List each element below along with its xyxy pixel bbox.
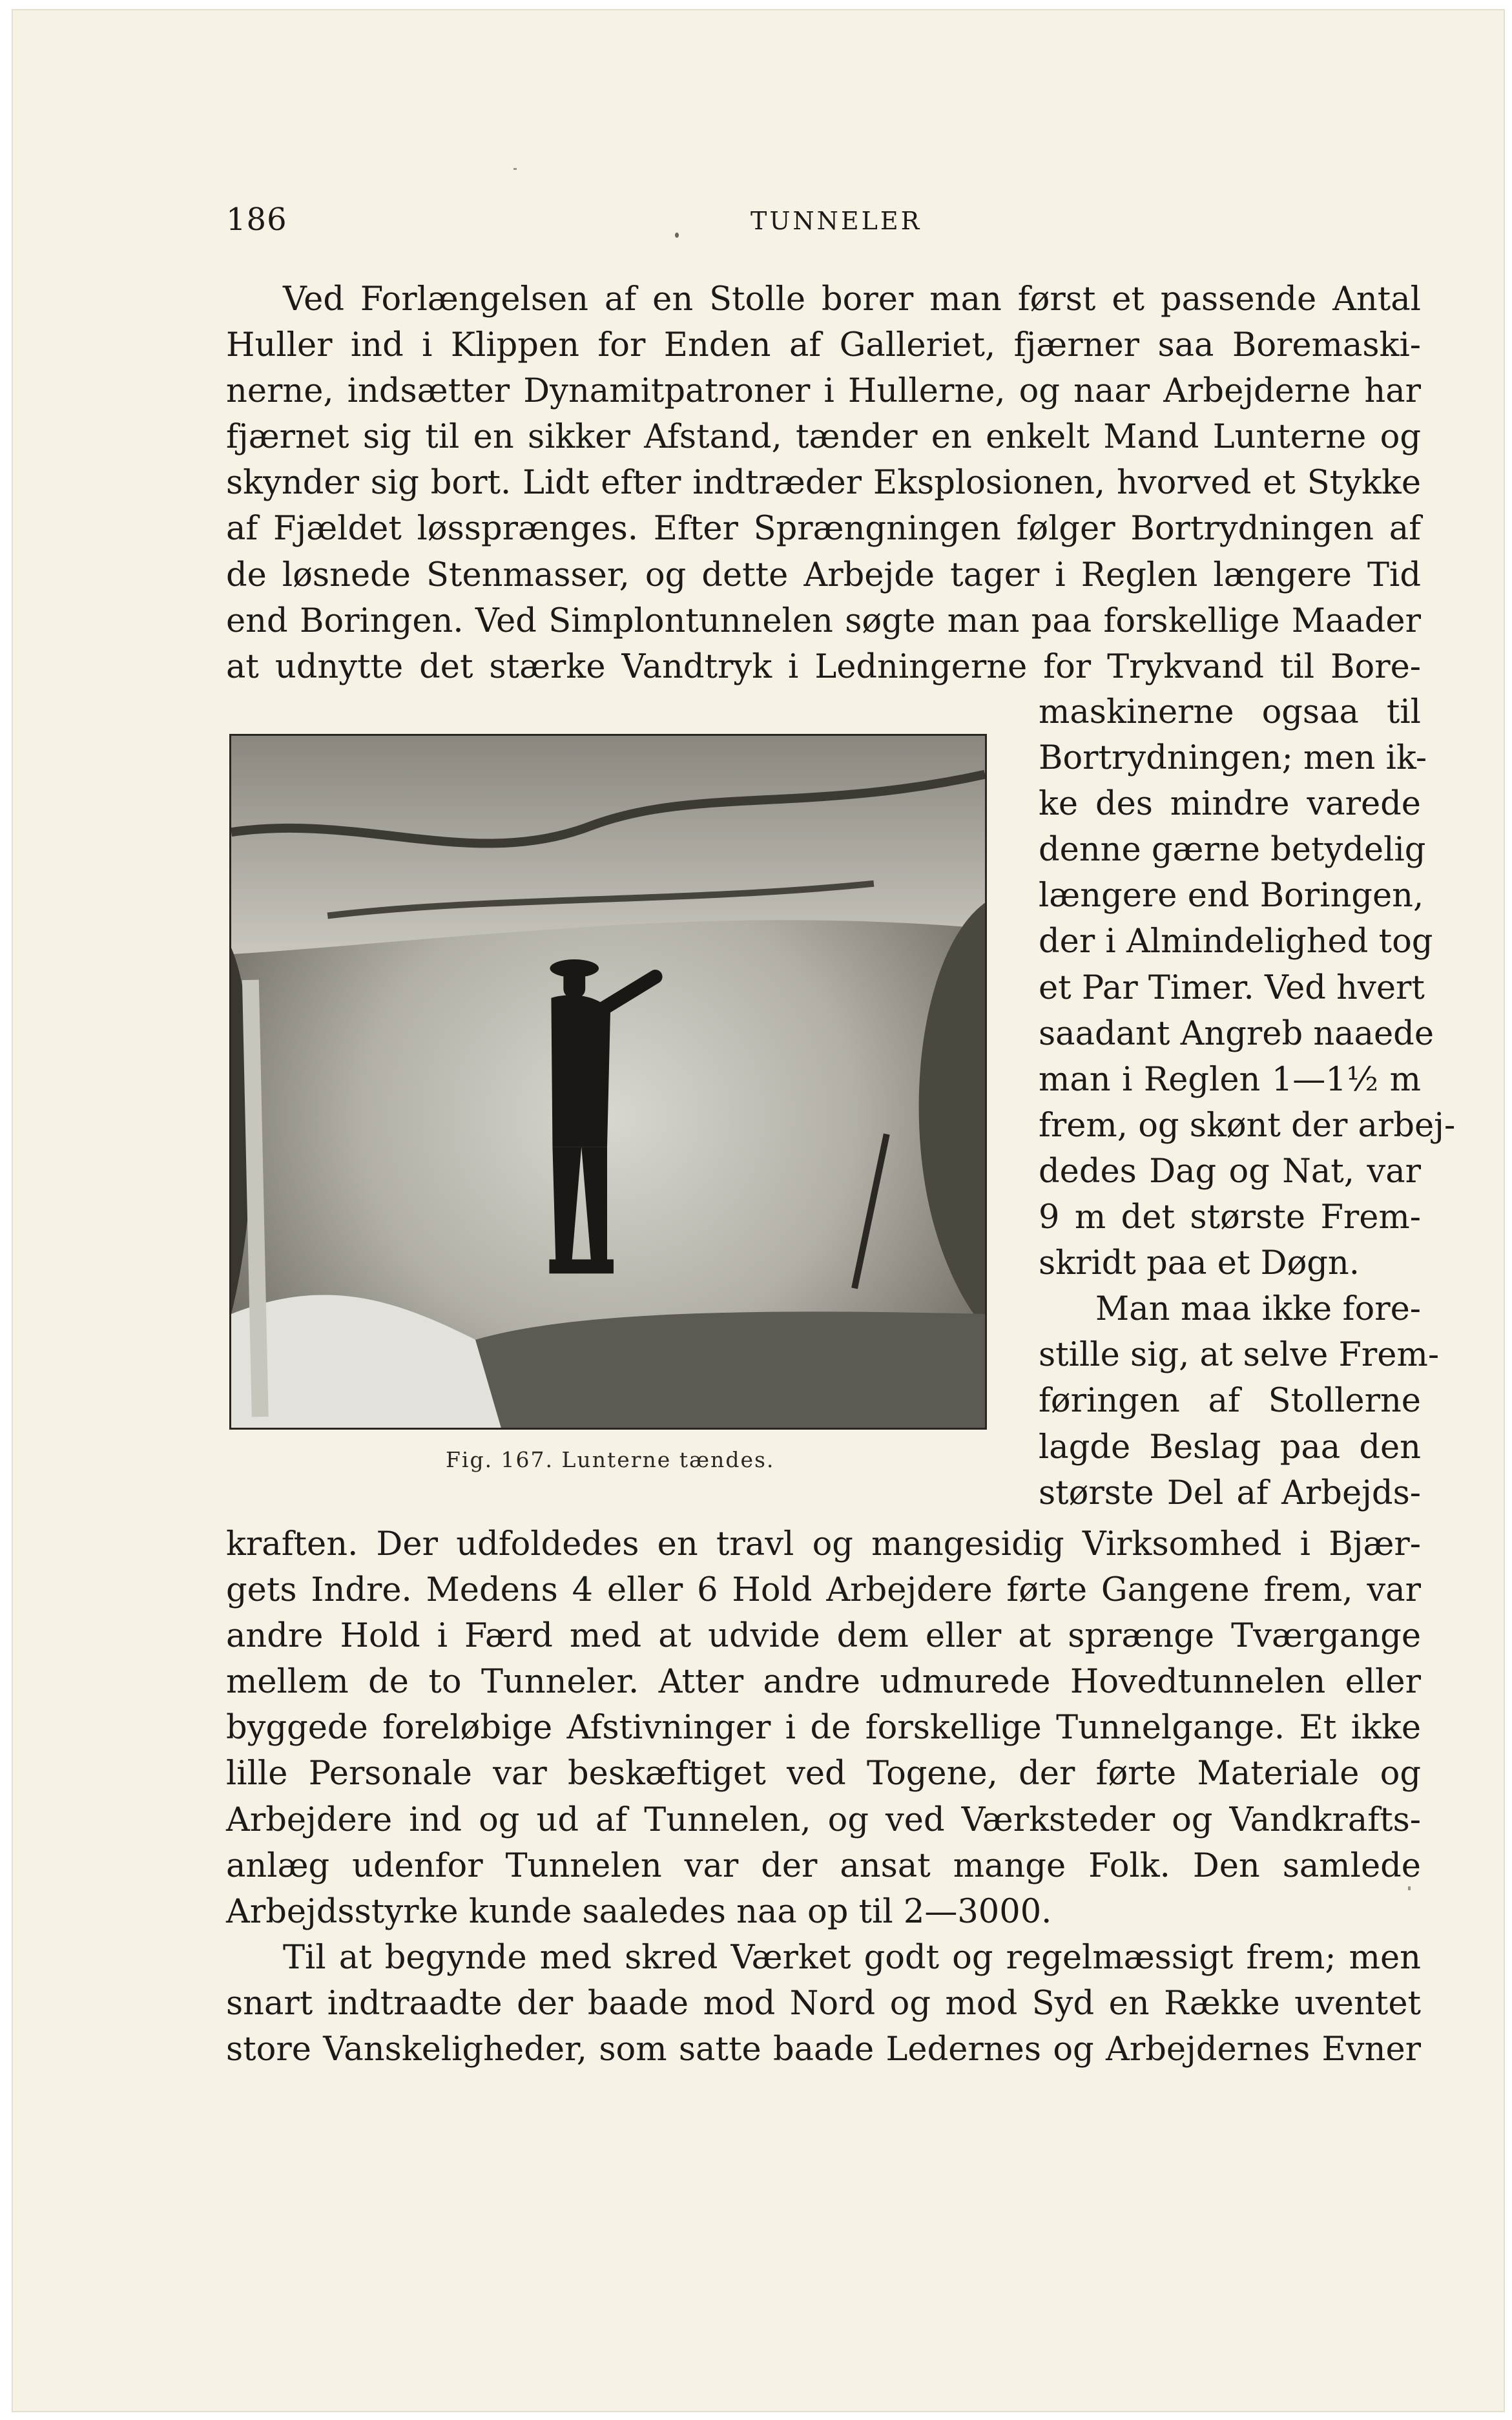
text-line: gets Indre. Medens 4 eller 6 Hold Arbejdere førte Gangene frem, var xyxy=(226,1571,1421,1610)
text-line: de løsnede Stenmasser, og dette Arbejde tager i Reglen længere Tid xyxy=(226,556,1421,594)
text-line: end Boringen. Ved Simplontunnelen søgte man paa forskellige Maader xyxy=(226,601,1421,640)
text-line: største Del af Arbejds- xyxy=(1039,1474,1421,1512)
text-line: længere end Boringen, xyxy=(1039,877,1424,915)
tunnel-illustration xyxy=(231,736,985,1428)
paragraph-1 xyxy=(226,276,1421,690)
text-line: kraften. Der udfoldedes en travl og mangesidig Virksomhed i Bjær- xyxy=(226,1525,1421,1563)
text-line: saadant Angreb naaede xyxy=(1039,1014,1434,1053)
text-line: anlæg udenfor Tunnelen var der ansat mange Folk. Den samlede xyxy=(226,1846,1421,1885)
text-line: der i Almindelighed tog xyxy=(1039,923,1433,961)
page-number: 186 xyxy=(226,202,287,238)
text-line: Til at begynde med skred Værket godt og regelmæssigt frem; men xyxy=(283,1939,1421,1977)
text-line: Man maa ikke fore- xyxy=(1095,1290,1421,1329)
text-line: ke des mindre varede xyxy=(1039,785,1421,824)
text-line: andre Hold i Færd med at udvide dem eller at sprænge Tværgange xyxy=(226,1617,1421,1656)
text-line: maskinerne ogsaa til xyxy=(1039,693,1421,731)
figure-caption: Fig. 167. Lunterne tændes. xyxy=(446,1447,775,1472)
paragraph-3 xyxy=(226,1935,1421,2072)
paragraph-2 xyxy=(226,1521,1421,1935)
tunnel-photograph xyxy=(229,734,987,1430)
text-line: føringen af Stollerne xyxy=(1039,1382,1421,1421)
text-line: 9 m det største Frem- xyxy=(1039,1198,1421,1237)
text-line: mellem de to Tunneler. Atter andre udmurede Hovedtunnelen eller xyxy=(226,1663,1421,1702)
scan-speck xyxy=(1408,1886,1411,1890)
text-line: Arbejdsstyrke kunde saaledes naa op til 2—3000. xyxy=(226,1892,1052,1931)
text-line: stille sig, at selve Frem- xyxy=(1039,1336,1440,1375)
text-line: byggede foreløbige Afstivninger i de forskellige Tunnelgange. Et ikke xyxy=(226,1709,1421,1747)
scan-speck xyxy=(513,168,517,170)
text-line: snart indtraadte der baade mod Nord og mod Syd en Række uventet xyxy=(226,1985,1421,2023)
text-line: dedes Dag og Nat, var xyxy=(1039,1152,1421,1191)
text-line: man i Reglen 1—1½ m xyxy=(1039,1060,1421,1099)
side-column-text xyxy=(1039,689,1456,1516)
text-line: Huller ind i Klippen for Enden af Galleriet, fjærner saa Boremaski- xyxy=(226,326,1421,365)
text-line: lille Personale var beskæftiget ved Togene, der førte Materiale og xyxy=(226,1755,1421,1793)
text-line: store Vanskeligheder, som satte baade Ledernes og Arbejdernes Evner xyxy=(226,2030,1421,2069)
text-line: af Fjældet løssprænges. Efter Sprængningen følger Bortrydningen af xyxy=(226,510,1421,548)
text-line: frem, og skønt der arbej- xyxy=(1039,1106,1456,1145)
text-line: at udnytte det stærke Vandtryk i Ledningerne for Trykvand til Bore- xyxy=(226,647,1421,686)
text-line: Arbejdere ind og ud af Tunnelen, og ved Værksteder og Vandkrafts- xyxy=(226,1800,1421,1839)
text-line: skynder sig bort. Lidt efter indtræder Eksplosionen, hvorved et Stykke xyxy=(226,464,1421,503)
running-title: TUNNELER xyxy=(751,207,922,235)
text-line: denne gærne betydelig xyxy=(1039,831,1426,870)
text-line: Ved Forlængelsen af en Stolle borer man først et passende Antal xyxy=(283,280,1421,318)
text-line: fjærnet sig til en sikker Afstand, tænder en enkelt Mand Lunterne og xyxy=(226,418,1421,457)
text-line: Bortrydningen; men ik- xyxy=(1039,739,1427,778)
text-line: skridt paa et Døgn. xyxy=(1039,1244,1360,1283)
text-line: et Par Timer. Ved hvert xyxy=(1039,968,1425,1007)
text-line: lagde Beslag paa den xyxy=(1039,1428,1421,1466)
text-line: nerne, indsætter Dynamitpatroner i Hullerne, og naar Arbejderne har xyxy=(226,372,1421,411)
page-header xyxy=(226,202,1421,240)
header-dot xyxy=(675,233,679,238)
